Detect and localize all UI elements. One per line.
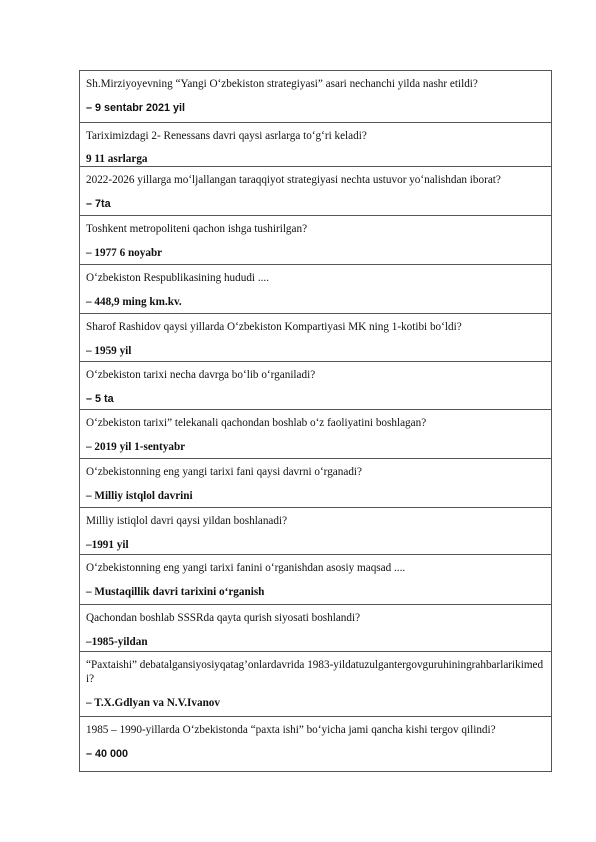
- table-row: [80, 410, 551, 459]
- answer-text: – T.X.Gdlyan va N.V.Ivanov: [86, 697, 220, 709]
- answer-text: – 7ta: [86, 198, 111, 210]
- question-text: O‘zbekiston tarixi” telekanali qachondan boshlab o‘z faoliyatini boshlagan?: [86, 417, 427, 429]
- table-row: [80, 555, 551, 605]
- table-row: [80, 362, 551, 410]
- question-text: Tariximizdagi 2- Renessans davri qaysi asrlarga to‘g‘ri keladi?: [86, 130, 367, 142]
- answer-text: – 9 sentabr 2021 yil: [86, 102, 186, 114]
- question-text: O‘zbekistonning eng yangi tarixi fanini o‘rganishdan asosiy maqsad ....: [86, 562, 406, 574]
- question-text: Milliy istiqlol davri qaysi yildan boshlanadi?: [86, 515, 288, 527]
- question-text: O‘zbekiston tarixi necha davrga bo‘lib o‘rganiladi?: [86, 369, 316, 381]
- table-row: [80, 216, 551, 265]
- table-row: [80, 265, 551, 314]
- table-row: [80, 652, 551, 717]
- table-row: [80, 167, 551, 216]
- question-text: 1985 – 1990-yillarda O‘zbekistonda “paxta ishi” bo‘yicha jami qancha kishi tergov qilindi?: [86, 724, 496, 736]
- question-text: O‘zbekistonning eng yangi tarixi fani qaysi davrni o‘rganadi?: [86, 466, 362, 478]
- answer-text: – 40 000: [86, 748, 129, 760]
- table-row: [80, 314, 551, 362]
- table-row: [80, 717, 551, 771]
- answer-text: 9 11 asrlarga: [86, 153, 148, 165]
- qa-table: [79, 70, 552, 772]
- answer-text: –1985-yildan: [86, 636, 148, 648]
- answer-text: – 448,9 ming km.kv.: [86, 296, 182, 308]
- question-text: O‘zbekiston Respublikasining hududi ....: [86, 272, 270, 284]
- table-row: [80, 123, 551, 167]
- question-text: Sh.Mirziyoyevning “Yangi O‘zbekiston strategiyasi” asari nechanchi yilda nashr etildi?: [86, 78, 478, 90]
- answer-text: – Mustaqillik davri tarixini o‘rganish: [86, 586, 265, 598]
- question-text: Toshkent metropoliteni qachon ishga tushirilgan?: [86, 223, 308, 235]
- answer-text: – 2019 yil 1-sentyabr: [86, 441, 186, 453]
- answer-text: – 1977 6 noyabr: [86, 247, 163, 259]
- table-row: [80, 605, 551, 652]
- question-text: “Paxtaishi” debatalgansiyosiyqatag’onlardavrida 1983-yildatuzulgantergovguruhiningrahbarlarikimedi?: [86, 659, 544, 685]
- answer-text: – 5 ta: [86, 393, 114, 405]
- question-text: Qachondan boshlab SSSRda qayta qurish siyosati boshlandi?: [86, 612, 361, 624]
- answer-text: – 1959 yil: [86, 345, 132, 357]
- answer-text: – Milliy istqlol davrini: [86, 490, 193, 502]
- answer-text: –1991 yil: [86, 539, 129, 551]
- question-text: Sharof Rashidov qaysi yillarda O‘zbekiston Kompartiyasi MK ning 1-kotibi bo‘ldi?: [86, 321, 462, 333]
- table-row: [80, 71, 551, 123]
- question-text: 2022-2026 yillarga mo‘ljallangan taraqqiyot strategiyasi nechta ustuvor yo‘nalishdan iborat?: [86, 174, 501, 186]
- table-row: [80, 459, 551, 508]
- table-row: [80, 508, 551, 555]
